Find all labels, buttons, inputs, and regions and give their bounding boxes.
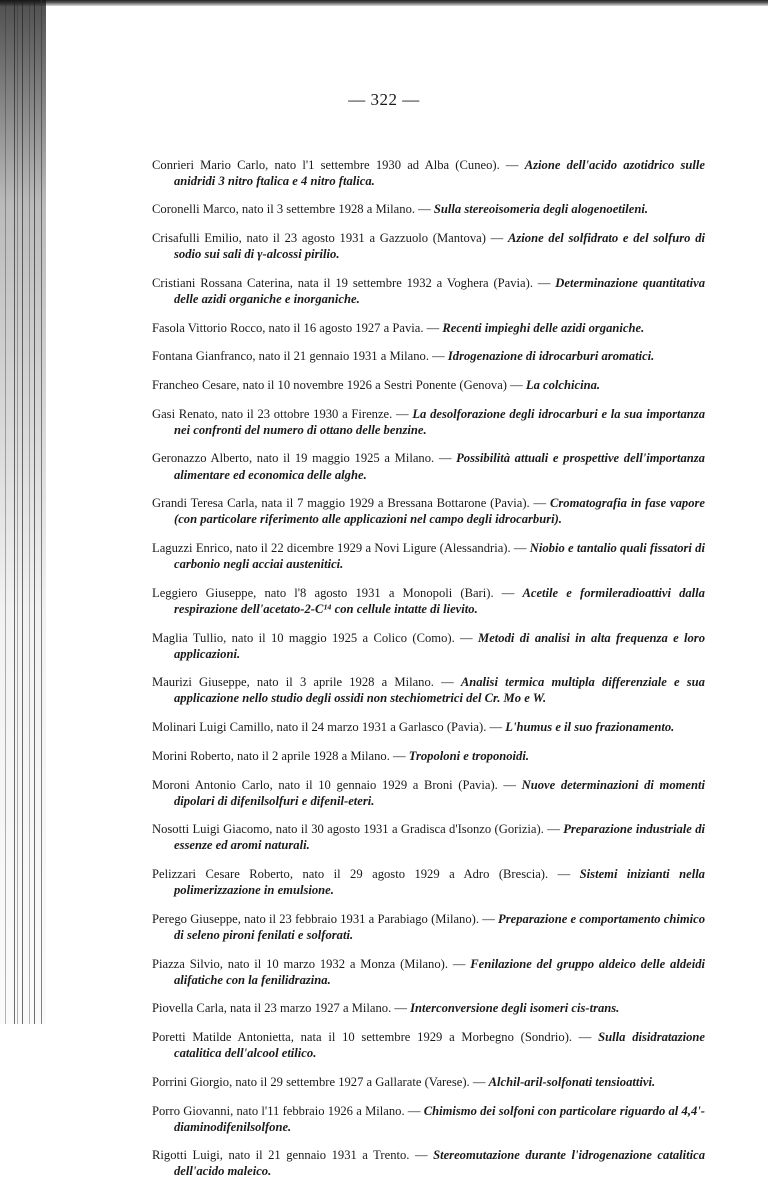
- entry-author: Gasi Renato, nato il 23 ottobre 1930 a Firenze. —: [152, 406, 409, 421]
- thesis-entry: [152, 866, 705, 898]
- thesis-entry: [152, 1074, 705, 1090]
- entry-author: Maglia Tullio, nato il 10 maggio 1925 a Colico (Como). —: [152, 630, 473, 645]
- thesis-entry: [152, 495, 705, 527]
- entry-author: Fasola Vittorio Rocco, nato il 16 agosto 1927 a Pavia. —: [152, 320, 440, 335]
- entry-author: Poretti Matilde Antonietta, nata il 10 settembre 1929 a Morbegno (Sondrio). —: [152, 1030, 592, 1045]
- binding-line: [14, 0, 15, 1024]
- thesis-entry: [152, 1000, 705, 1016]
- entry-thesis-title: Preparazione industriale di essenze ed aromi naturali.: [174, 822, 705, 853]
- entry-author: Pelizzari Cesare Roberto, nato il 29 agosto 1929 a Adro (Brescia). —: [152, 867, 571, 882]
- entry-author: Molinari Luigi Camillo, nato il 24 marzo 1931 a Garlasco (Pavia). —: [152, 720, 503, 735]
- thesis-entry: [152, 585, 705, 617]
- entry-thesis-title: Acetile e formileradioattivi dalla respirazione dell'acetato-2-C¹⁴ con cellule intatte di lievito.: [174, 585, 705, 616]
- entry-thesis-title: Cromatografia in fase vapore (con particolare riferimento alle applicazioni nel campo degli idrocarburi).: [174, 496, 705, 527]
- thesis-entry: [152, 674, 705, 706]
- thesis-entry: [152, 911, 705, 943]
- thesis-entry: [152, 719, 705, 735]
- entry-thesis-title: Sulla disidratazione catalitica dell'alcool etilico.: [174, 1030, 706, 1061]
- entry-thesis-title: Interconversione degli isomeri cis-trans.: [410, 1001, 620, 1016]
- entry-thesis-title: Sulla stereoisomeria degli alogenoetileni.: [433, 202, 649, 217]
- entry-thesis-title: Idrogenazione di idrocarburi aromatici.: [447, 349, 655, 364]
- entry-thesis-title: La desolforazione degli idrocarburi e la sua importanza nei confronti del numero di ottano delle benzine.: [174, 406, 705, 437]
- thesis-entry: [152, 821, 705, 853]
- thesis-entry: [152, 1103, 705, 1135]
- thesis-entry: [152, 377, 705, 393]
- entry-author: Leggiero Giuseppe, nato l'8 agosto 1931 a Monopoli (Bari). —: [152, 585, 515, 600]
- entry-thesis-title: L'humus e il suo frazionamento.: [505, 720, 675, 735]
- entry-thesis-title: Alchil-aril-solfonati tensioattivi.: [488, 1074, 656, 1089]
- entry-author: Laguzzi Enrico, nato il 22 dicembre 1929 a Novi Ligure (Alessandria). —: [152, 541, 527, 556]
- thesis-entry: [152, 230, 705, 262]
- entry-thesis-title: Tropoloni e troponoidi.: [408, 748, 529, 763]
- binding-line: [22, 0, 23, 1024]
- entry-thesis-title: Recenti impieghi delle azidi organiche.: [442, 320, 645, 335]
- binding-line: [41, 0, 42, 1024]
- thesis-entry: [152, 201, 705, 217]
- entry-thesis-title: Chimismo dei solfoni con particolare riguardo al 4,4'-diaminodifenilsolfone.: [174, 1103, 705, 1134]
- binding-line: [34, 0, 35, 1024]
- entry-thesis-title: Possibilità attuali e prospettive dell'importanza alimentare ed economica delle alghe.: [174, 451, 705, 482]
- thesis-entry: [152, 748, 705, 764]
- entry-thesis-title: Azione del solfidrato e del solfuro di sodio sui sali di γ-alcossi pirilio.: [174, 231, 705, 262]
- entry-thesis-title: Metodi di analisi in alta frequenza e loro applicazioni.: [174, 630, 705, 661]
- entry-thesis-title: Sistemi inizianti nella polimerizzazione in emulsione.: [174, 867, 705, 898]
- entry-author: Cristiani Rossana Caterina, nata il 19 settembre 1932 a Voghera (Pavia). —: [152, 275, 551, 290]
- entry-author: Piovella Carla, nata il 23 marzo 1927 a Milano. —: [152, 1001, 407, 1016]
- thesis-entry: [152, 406, 705, 438]
- entry-thesis-title: La colchicina.: [525, 378, 601, 392]
- entry-author: Geronazzo Alberto, nato il 19 maggio 1925 a Milano. —: [152, 451, 452, 466]
- entry-author: Piazza Silvio, nato il 10 marzo 1932 a Monza (Milano). —: [152, 956, 466, 971]
- entry-author: Porrini Giorgio, nato il 29 settembre 1927 a Gallarate (Varese). —: [152, 1074, 486, 1089]
- entry-thesis-title: Niobio e tantalio quali fissatori di carbonio negli acciai austenitici.: [174, 541, 705, 572]
- entry-author: Morini Roberto, nato il 2 aprile 1928 a Milano. —: [152, 748, 406, 763]
- thesis-entry: [152, 1147, 705, 1179]
- thesis-entry: [152, 157, 705, 189]
- entry-author: Grandi Teresa Carla, nata il 7 maggio 1929 a Bressana Bottarone (Pavia). —: [152, 496, 547, 511]
- thesis-entry: [152, 540, 705, 572]
- entry-thesis-title: Azione dell'acido azotidrico sulle anidridi 3 nitro ftalica e 4 nitro ftalica.: [174, 157, 705, 188]
- page-number: — 322 —: [348, 90, 420, 109]
- thesis-entry: [152, 630, 705, 662]
- thesis-list: [152, 144, 705, 1182]
- thesis-entry: [152, 956, 705, 988]
- thesis-entry: [152, 777, 705, 809]
- thesis-entry: [152, 1029, 705, 1061]
- entry-thesis-title: Preparazione e comportamento chimico di seleno pironi fenilati e solforati.: [174, 911, 706, 942]
- entry-thesis-title: Analisi termica multipla differenziale e sua applicazione nello studio degli ossidi non stechiometrici del Cr. Mo e W.: [174, 675, 705, 706]
- entry-author: Crisafulli Emilio, nato il 23 agosto 1931 a Gazzuolo (Mantova) —: [152, 231, 504, 246]
- entry-author: Fontana Gianfranco, nato il 21 gennaio 1931 a Milano. —: [152, 349, 445, 364]
- entry-thesis-title: Nuove determinazioni di momenti dipolari di difenilsolfuri e difenil-eteri.: [174, 777, 705, 808]
- entry-thesis-title: Determinazione quantitativa delle azidi organiche e inorganiche.: [174, 275, 705, 306]
- book-binding-shadow: [0, 0, 46, 1024]
- entry-author: Rigotti Luigi, nato il 21 gennaio 1931 a Trento. —: [152, 1148, 428, 1163]
- scan-top-edge: [0, 0, 768, 6]
- entry-author: Porro Giovanni, nato l'11 febbraio 1926 a Milano. —: [152, 1103, 421, 1118]
- thesis-entry: [152, 275, 705, 307]
- thesis-entry: [152, 348, 705, 364]
- entry-author: Francheo Cesare, nato il 10 novembre 1926 a Sestri Ponente (Genova) —: [152, 378, 523, 392]
- entry-author: Moroni Antonio Carlo, nato il 10 gennaio 1929 a Broni (Pavia). —: [152, 777, 516, 792]
- entry-author: Perego Giuseppe, nato il 23 febbraio 1931 a Parabiago (Milano). —: [152, 911, 495, 926]
- entry-thesis-title: Stereomutazione durante l'idrogenazione catalitica dell'acido maleico.: [174, 1148, 705, 1179]
- entry-author: Coronelli Marco, nato il 3 settembre 1928 a Milano. —: [152, 202, 431, 217]
- thesis-entry: [152, 450, 705, 482]
- entry-author: Nosotti Luigi Giacomo, nato il 30 agosto 1931 a Gradisca d'Isonzo (Gorizia). —: [152, 822, 560, 837]
- entry-author: Maurizi Giuseppe, nato il 3 aprile 1928 a Milano. —: [152, 675, 454, 690]
- entry-thesis-title: Fenilazione del gruppo aldeico delle aldeidi alifatiche con la fenilidrazina.: [174, 956, 705, 987]
- entry-author: Conrieri Mario Carlo, nato l'1 settembre 1930 ad Alba (Cuneo). —: [152, 157, 519, 172]
- thesis-entry: [152, 320, 705, 336]
